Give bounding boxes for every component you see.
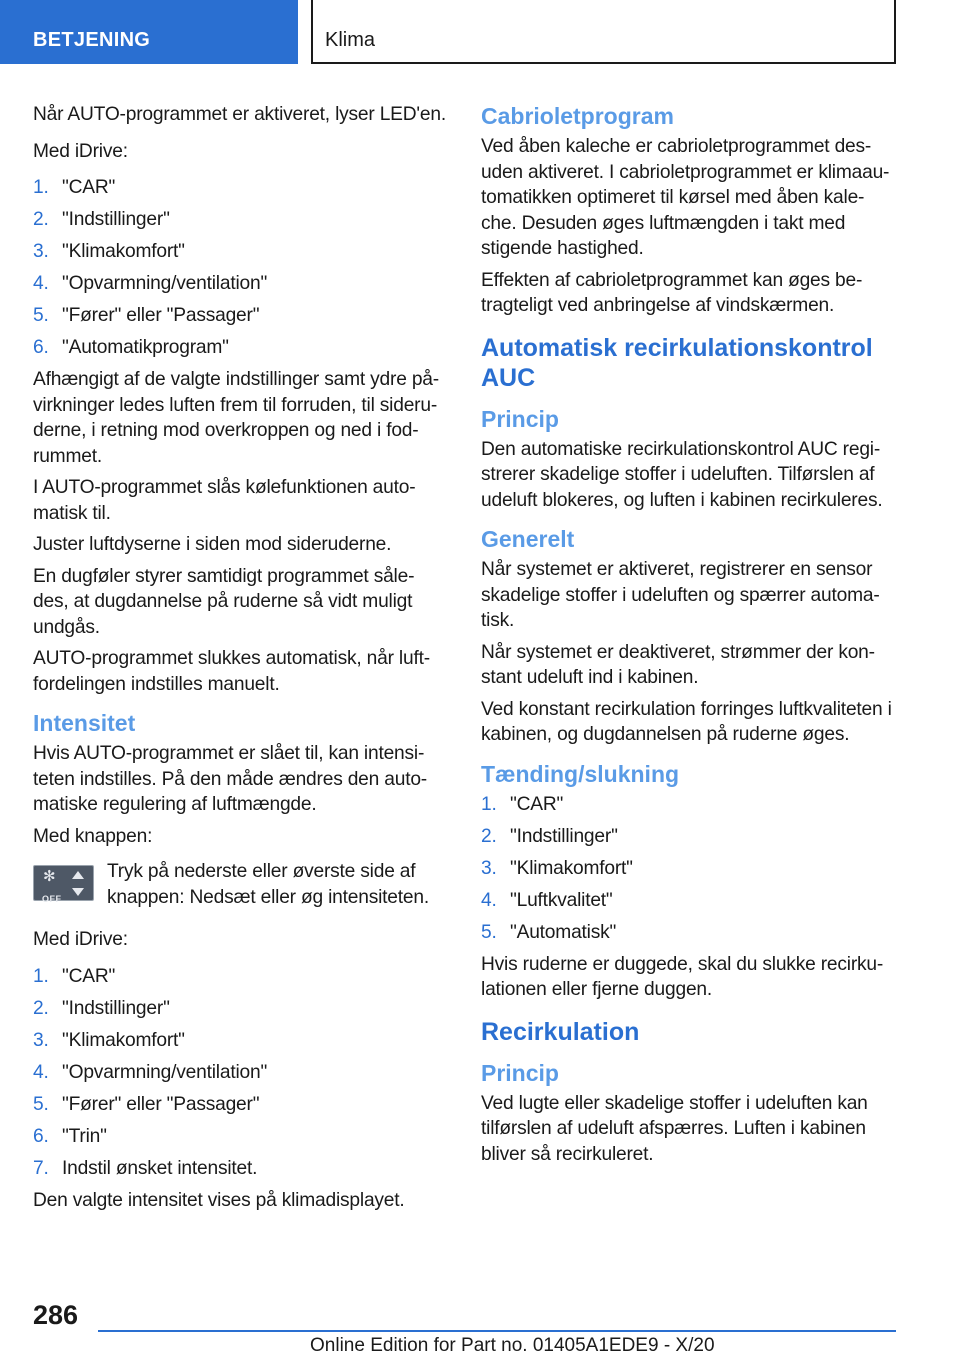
paragraph: En dugføler styrer samtidigt programmet såle-des, at dugdannelse på ruderne så vidt muligt undgås.	[33, 565, 415, 638]
list-item	[33, 271, 448, 297]
heading-recirkulation: Recirkulation	[481, 1017, 640, 1046]
list-item-text: "Automatikprogram"	[62, 337, 229, 358]
list-item-number: 4.	[33, 273, 49, 294]
button-description: Tryk på nederste eller øverste side af knappen: Nedsæt eller øg intensiteten.	[107, 861, 429, 908]
list-item	[33, 303, 448, 329]
list-item-number: 6.	[33, 1125, 49, 1147]
list-item	[481, 920, 896, 946]
list-item-number: 5.	[33, 305, 49, 326]
list-item-text: "CAR"	[510, 793, 564, 815]
paragraph: Hvis ruderne er duggede, skal du slukke recirku-lationen eller fjerne duggen.	[481, 953, 884, 1000]
paragraph: Hvis AUTO-programmet er slået til, kan intensi-teten indstilles. På den måde ændres den auto-matiske regulering af luftmængde.	[33, 743, 427, 815]
idrive-steps-list	[33, 964, 448, 1182]
left-column	[33, 102, 448, 1219]
edition-info: Online Edition for Part no. 01405A1EDE9 - X/20	[310, 1335, 715, 1356]
list-item-number: 6.	[33, 337, 49, 358]
list-item-number: 1.	[481, 793, 497, 815]
list-item-text: "Indstillinger"	[510, 825, 618, 847]
list-item-text: "CAR"	[62, 965, 116, 987]
idrive-steps-list	[33, 175, 448, 361]
heading-cabrioletprogram: Cabrioletprogram	[481, 103, 674, 129]
paragraph: Den automatiske recirkulationskontrol AUC regi-strerer skadelige stoffer i udeluften. Tilførslen af udeluft blokeres, og luften i kabinen recirkuleres.	[481, 438, 883, 511]
list-item-number: 5.	[33, 1093, 49, 1115]
chapter-title: Klima	[325, 29, 376, 51]
paragraph: Med iDrive:	[33, 929, 128, 950]
list-item-number: 3.	[481, 857, 497, 879]
list-item-number: 7.	[33, 1157, 49, 1179]
list-item	[481, 888, 896, 914]
section-tab	[0, 0, 298, 64]
heading-taending-slukning: Tænding/slukning	[481, 760, 680, 787]
list-item-text: "Opvarmning/ventilation"	[62, 273, 268, 294]
list-item-number: 2.	[33, 209, 49, 230]
paragraph: Med knappen:	[33, 825, 153, 847]
list-item-text: "Indstillinger"	[62, 209, 170, 230]
list-item-number: 4.	[481, 889, 497, 911]
section-title: BETJENING	[33, 29, 151, 51]
paragraph: Den valgte intensitet vises på klimadisplayet.	[33, 1189, 405, 1211]
arrow-up-icon	[72, 871, 84, 879]
paragraph: AUTO-programmet slukkes automatisk, når luft-fordelingen indstilles manuelt.	[33, 648, 430, 695]
list-item	[33, 207, 448, 233]
list-item	[33, 996, 448, 1022]
list-item-text: "Luftkvalitet"	[510, 889, 613, 911]
list-item-number: 2.	[33, 997, 49, 1019]
list-item-text: "Trin"	[62, 1125, 107, 1147]
list-item	[481, 792, 896, 818]
list-item	[33, 964, 448, 990]
list-item-text: "Fører" eller "Passager"	[62, 305, 260, 326]
fan-icon: ✻	[43, 868, 56, 885]
off-label: OFF	[42, 894, 62, 904]
list-item-number: 3.	[33, 1029, 49, 1051]
list-item-text: "Automatisk"	[510, 921, 617, 943]
list-item-number: 4.	[33, 1061, 49, 1083]
list-item-number: 3.	[33, 241, 49, 262]
button-instruction	[33, 859, 448, 913]
list-item-text: "Klimakomfort"	[62, 1029, 185, 1051]
list-item	[33, 1060, 448, 1086]
page-header	[0, 0, 960, 66]
chapter-tab	[311, 0, 896, 64]
heading-generelt: Generelt	[481, 526, 575, 552]
heading-auc: Automatisk recirkulationskontrol AUC	[481, 333, 873, 392]
list-item	[33, 1028, 448, 1054]
paragraph: I AUTO-programmet slås kølefunktionen auto-matisk til.	[33, 477, 416, 524]
heading-princip: Princip	[481, 405, 559, 432]
paragraph: Juster luftdyserne i siden mod sideruderne.	[33, 534, 392, 555]
paragraph: Når systemet er aktiveret, registrerer en sensor skadelige stoffer i udeluften og spærrer automa-tisk.	[481, 559, 880, 631]
paragraph: Afhængigt af de valgte indstillinger samt ydre på-virkninger ledes luften frem til forruden, til sideru-derne, i retning mod overkroppen og ned i fod-rummet.	[33, 369, 439, 467]
list-item	[33, 1092, 448, 1118]
heading-princip: Princip	[481, 1059, 559, 1086]
list-item-number: 1.	[33, 177, 49, 198]
list-item-text: "Klimakomfort"	[62, 241, 185, 262]
paragraph: Ved åben kaleche er cabrioletprogrammet des-uden aktiveret. I cabrioletprogrammet er klimaau-tomatikken optimeret til kørsel med åben kale-che. Desuden øges luftmængden i takt med stigende hastighed.	[481, 136, 890, 259]
list-item-number: 2.	[481, 825, 497, 847]
list-item-text: "CAR"	[62, 177, 116, 198]
paragraph: Effekten af cabrioletprogrammet kan øges be-tragteligt ved anbringelse af vindskærmen.	[481, 269, 863, 316]
list-item-text: "Indstillinger"	[62, 997, 170, 1019]
list-item-number: 5.	[481, 921, 497, 943]
fan-intensity-button-icon	[33, 865, 94, 904]
list-item	[33, 1124, 448, 1150]
right-column	[481, 102, 896, 1173]
heading-intensitet: Intensitet	[33, 710, 136, 736]
list-item-text: Indstil ønsket intensitet.	[62, 1157, 258, 1179]
paragraph: Ved lugte eller skadelige stoffer i udeluften kan tilførslen af udeluft afspærres. Luften i kabinen bliver så recirkuleret.	[481, 1092, 868, 1165]
list-item-text: "Klimakomfort"	[510, 857, 633, 879]
page-number: 286	[33, 1300, 79, 1330]
paragraph: Når AUTO-programmet er aktiveret, lyser LED'en.	[33, 104, 446, 125]
paragraph: Når systemet er deaktiveret, strømmer der kon-stant udeluft ind i kabinen.	[481, 641, 875, 688]
paragraph: Ved konstant recirkulation forringes luftkvaliteten i kabinen, og dugdannelsen på ruderne øges.	[481, 698, 892, 745]
list-item	[33, 335, 448, 361]
arrow-down-icon	[72, 888, 84, 896]
list-item-number: 1.	[33, 965, 49, 987]
list-item	[481, 856, 896, 882]
list-item	[33, 1156, 448, 1182]
list-item-text: "Opvarmning/ventilation"	[62, 1061, 268, 1083]
list-item	[33, 239, 448, 265]
idrive-steps-list	[481, 792, 896, 946]
list-item	[481, 824, 896, 850]
footer-divider	[98, 1330, 896, 1332]
list-item	[33, 175, 448, 201]
list-item-text: "Fører" eller "Passager"	[62, 1093, 260, 1115]
paragraph: Med iDrive:	[33, 140, 128, 162]
